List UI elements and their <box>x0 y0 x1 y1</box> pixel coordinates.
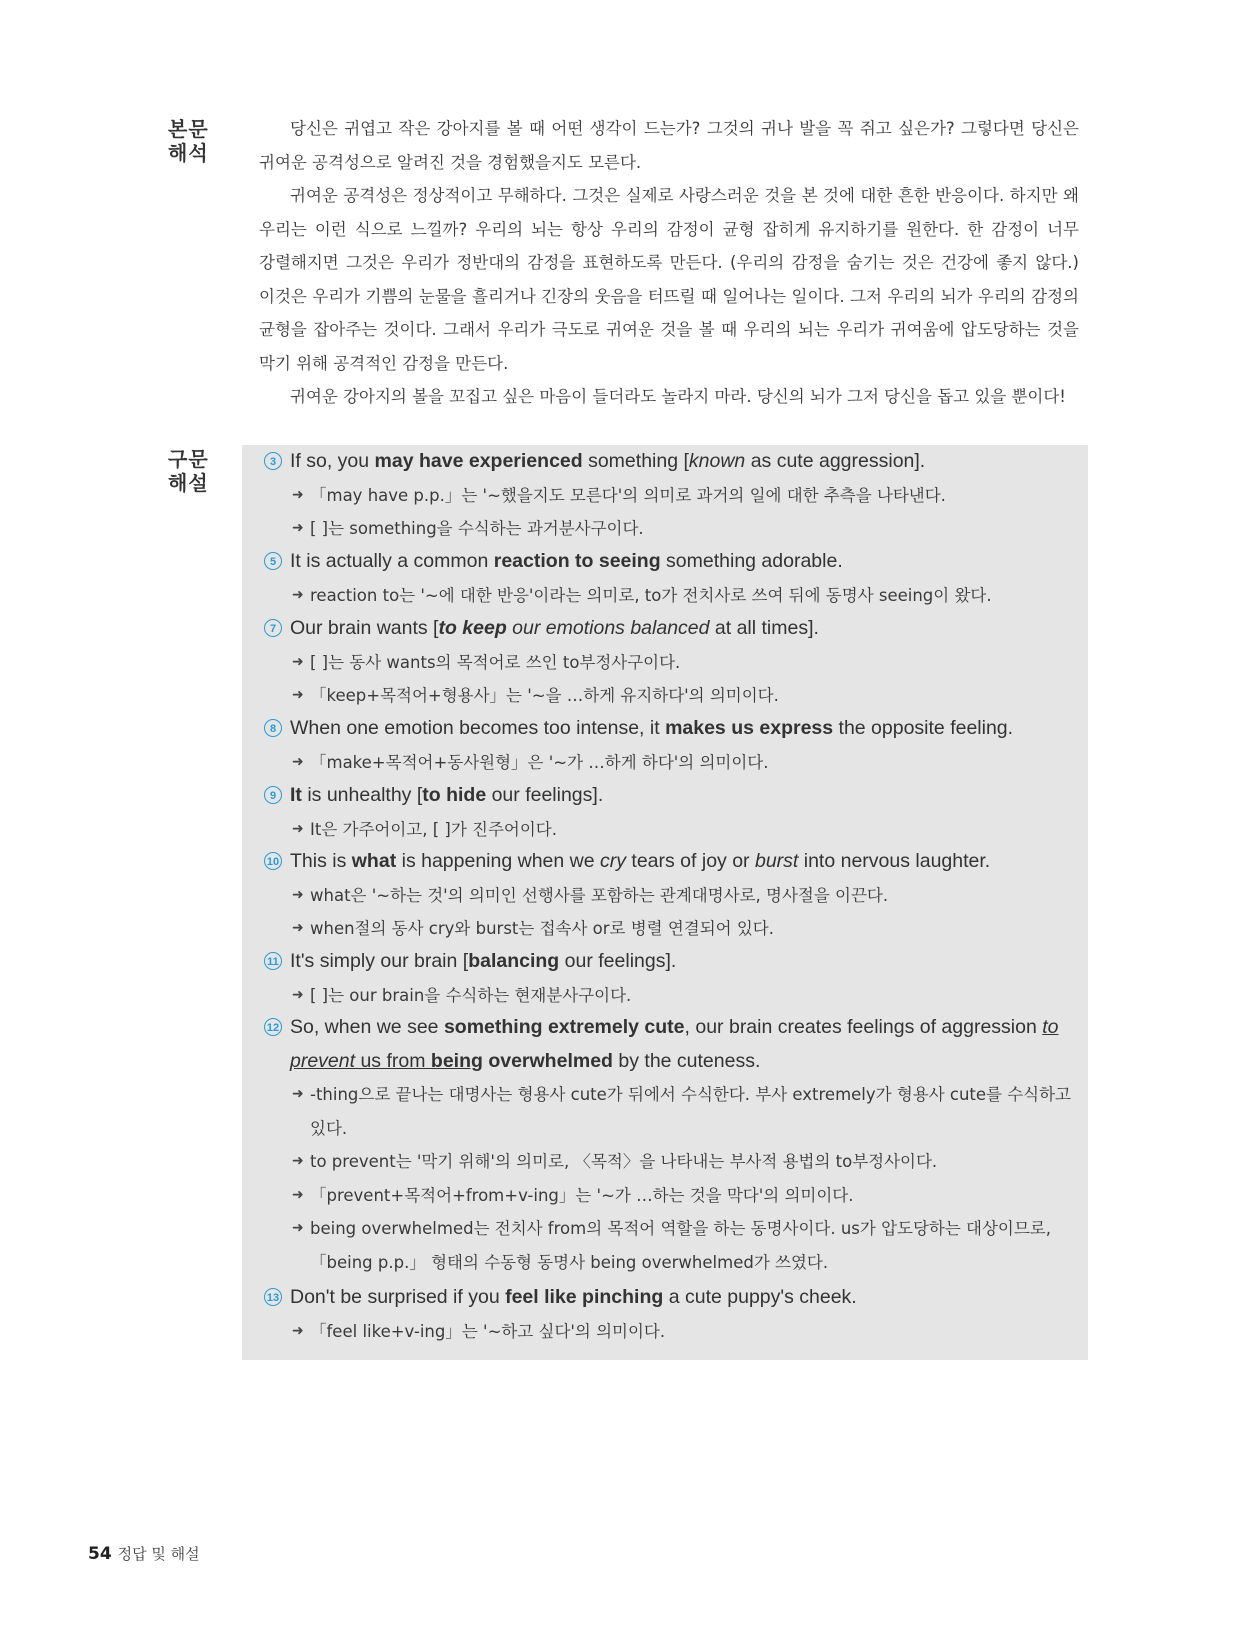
translation-paragraph: 당신은 귀엽고 작은 강아지를 볼 때 어떤 생각이 드는가? 그것의 귀나 발을 꼭 쥐고 싶은가? 그렇다면 당신은 귀여운 공격성으로 알려진 것을 경험했을지도 모른다. <box>259 119 1079 172</box>
arrow-icon: ➜ <box>292 1153 304 1169</box>
grammar-note <box>264 1145 1074 1179</box>
note-text: [ ]는 동사 wants의 목적어로 쓰인 to부정사구이다. <box>310 652 681 672</box>
grammar-item <box>264 945 1074 1012</box>
grammar-item <box>264 712 1074 779</box>
arrow-icon: ➜ <box>292 886 304 903</box>
sentence-text: Don't be surprised if you <box>290 1286 506 1308</box>
sentence-emphasis: something extremely cute <box>443 1016 685 1038</box>
sentence-text: When one emotion becomes too intense, it <box>290 717 666 739</box>
sentence-italic: cry <box>600 850 626 872</box>
sentence-text: something adorable. <box>660 550 843 572</box>
example-sentence <box>264 1281 1074 1315</box>
sentence-number-badge: 13 <box>264 1288 282 1306</box>
example-sentence <box>264 545 1074 579</box>
sentence-text: It is actually a common <box>290 550 494 572</box>
sentence-number-badge: 12 <box>264 1018 282 1036</box>
sentence-emphasis: reaction to seeing <box>493 550 661 572</box>
sentence-number-badge: 10 <box>264 852 282 870</box>
note-text: what은 '~하는 것'의 의미인 선행사를 포함하는 관계대명사로, 명사절을 이끈다. <box>310 885 889 905</box>
arrow-icon: ➜ <box>292 820 304 837</box>
grammar-note <box>264 813 1074 847</box>
arrow-icon: ➜ <box>292 687 304 703</box>
example-sentence <box>264 612 1074 646</box>
sentence-text: is unhealthy [ <box>301 784 423 806</box>
example-sentence <box>264 445 1074 479</box>
sentence-number-badge: 3 <box>264 452 282 470</box>
sentence-italic-underlined: to <box>1042 1016 1059 1038</box>
note-text: 「feel like+v-ing」는 '~하고 싶다'의 의미이다. <box>310 1321 666 1341</box>
example-sentence <box>264 845 1074 879</box>
sentence-number-badge: 8 <box>264 719 282 737</box>
sentence-text: , our brain creates feelings of aggression <box>684 1016 1043 1038</box>
note-text: 「keep+목적어+형용사」는 '~을 …하게 유지하다'의 의미이다. <box>310 686 779 705</box>
note-text: 「may have p.p.」는 '~했을지도 모른다'의 의미로 과거의 일에 대한 추측을 나타낸다. <box>310 485 946 505</box>
arrow-icon: ➜ <box>292 520 304 536</box>
note-text: reaction to는 '~에 대한 반응'이라는 의미로, to가 전치사로 쓰여 뒤에 동명사 seeing이 왔다. <box>310 585 992 605</box>
sentence-text: something [ <box>582 450 689 472</box>
sentence-number-badge: 11 <box>264 952 282 970</box>
grammar-note <box>264 879 1074 913</box>
grammar-item <box>264 779 1074 846</box>
grammar-note <box>264 912 1074 946</box>
arrow-icon: ➜ <box>292 1322 304 1339</box>
example-sentence <box>264 1011 1074 1078</box>
grammar-note <box>264 579 1074 613</box>
footer-title: 정답 및 해설 <box>117 1545 200 1563</box>
note-text: to prevent는 '막기 위해'의 의미로, 〈목적〉을 나타내는 부사적 용법의 to부정사이다. <box>310 1152 938 1171</box>
grammar-note <box>264 1212 1074 1279</box>
sentence-text: into nervous laughter. <box>798 850 991 872</box>
grammar-label-line2: 해설 <box>168 471 209 495</box>
sentence-emphasis: being <box>430 1049 483 1072</box>
example-sentence <box>264 712 1074 746</box>
grammar-label-line1: 구문 <box>168 447 209 471</box>
grammar-item <box>264 612 1074 713</box>
sentence-underlined: us from <box>355 1049 431 1072</box>
arrow-icon: ➜ <box>292 486 304 503</box>
grammar-note <box>264 646 1074 680</box>
sentence-emphasis: makes us express <box>665 717 834 739</box>
grammar-note <box>264 679 1074 713</box>
sentence-text: It's simply our brain [ <box>290 950 469 972</box>
arrow-icon: ➜ <box>292 986 304 1003</box>
sentence-italic: known <box>688 450 746 472</box>
sentence-emphasis: to hide <box>422 784 487 806</box>
example-sentence <box>264 779 1074 813</box>
translation-label <box>168 117 218 165</box>
note-text: 「make+목적어+동사원형」은 '~가 …하게 하다'의 의미이다. <box>310 752 769 772</box>
grammar-item <box>264 445 1074 546</box>
note-text: -thing으로 끝나는 대명사는 형용사 cute가 뒤에서 수식한다. 부사 extremely가 형용사 cute를 수식하고 있다. <box>310 1085 1071 1138</box>
arrow-icon: ➜ <box>292 920 304 936</box>
translation-paragraph: 귀여운 강아지의 볼을 꼬집고 싶은 마음이 들더라도 놀라지 마라. 당신의 뇌가 그저 당신을 돕고 있을 뿐이다! <box>290 387 1066 406</box>
note-text: [ ]는 our brain을 수식하는 현재분사구이다. <box>310 985 632 1005</box>
translation-label-line1: 본문 <box>168 117 209 141</box>
sentence-text: by the cuteness. <box>612 1049 761 1072</box>
sentence-text: at all times]. <box>709 617 819 639</box>
arrow-icon: ➜ <box>292 1186 304 1203</box>
arrow-icon: ➜ <box>292 653 304 670</box>
sentence-emphasis: may have experienced <box>374 450 583 472</box>
grammar-item <box>264 1281 1074 1348</box>
grammar-note <box>264 746 1074 780</box>
page-footer <box>88 1543 200 1564</box>
grammar-item <box>264 1011 1074 1279</box>
sentence-text: is happening when we <box>396 850 600 872</box>
page-number: 54 <box>88 1544 112 1564</box>
sentence-emphasis: It <box>290 784 302 806</box>
translation-label-line2: 해석 <box>168 141 209 165</box>
sentence-number-badge: 5 <box>264 552 282 570</box>
note-text: [ ]는 something을 수식하는 과거분사구이다. <box>310 519 644 538</box>
sentence-emphasis: feel like pinching <box>505 1286 664 1308</box>
grammar-item <box>264 545 1074 612</box>
grammar-note <box>264 512 1074 546</box>
example-sentence <box>264 945 1074 979</box>
sentence-italic-underlined: prevent <box>290 1049 356 1072</box>
arrow-icon: ➜ <box>292 753 304 770</box>
grammar-note <box>264 979 1074 1013</box>
translation-body <box>259 112 1079 414</box>
translation-paragraph: 귀여운 공격성은 정상적이고 무해하다. 그것은 실제로 사랑스러운 것을 본 것에 대한 흔한 반응이다. 하지만 왜 우리는 이런 식으로 느낄까? 우리의 뇌는 항상 우리의 감정이 균형 잡히게 유지하기를 원한다. 한 감정이 너무 강렬해지면 그것은 우리가 정반대의 감정을 표현하도록 만든다. (우리의 감정을 숨기는 것은 건강에 좋지 않다.) 이것은 우리가 기쁨의 눈물을 흘리거나 긴장의 웃음을 터뜨릴 때 일어나는 일이다. 그저 우리의 뇌가 우리의 감정의 균형을 잡아주는 것이다. 그래서 우리가 극도로 귀여운 것을 볼 때 우리의 뇌는 우리가 귀여움에 압도당하는 것을 막기 위해 공격적인 감정을 만든다. <box>259 186 1079 373</box>
note-text: when절의 동사 cry와 burst는 접속사 or로 병렬 연결되어 있다. <box>310 919 774 938</box>
note-text: 「prevent+목적어+from+v-ing」는 '~가 …하는 것을 막다'의 의미이다. <box>310 1185 854 1205</box>
arrow-icon: ➜ <box>292 586 304 603</box>
sentence-number-badge: 7 <box>264 619 282 637</box>
sentence-text: the opposite feeling. <box>833 717 1014 739</box>
note-text: It은 가주어이고, [ ]가 진주어이다. <box>310 819 557 839</box>
sentence-text: our feelings]. <box>486 784 604 806</box>
sentence-text: So, when we see <box>290 1016 444 1038</box>
sentence-emphasis: what <box>351 850 397 872</box>
sentence-text: tears of joy or <box>626 850 755 872</box>
grammar-explanation-box <box>242 445 1088 1360</box>
sentence-text: a cute puppy's cheek. <box>663 1286 857 1308</box>
grammar-note <box>264 1315 1074 1349</box>
sentence-text: our feelings]. <box>559 950 677 972</box>
grammar-item <box>264 845 1074 946</box>
note-text: being overwhelmed는 전치사 from의 목적어 역할을 하는 동명사이다. us가 압도당하는 대상이므로, 「being p.p.」 형태의 수동형 동명사 being overwhelmed가 쓰였다. <box>310 1219 1051 1272</box>
sentence-emphasis: to keep <box>438 617 507 639</box>
sentence-text: Our brain wants [ <box>290 617 439 639</box>
sentence-italic: our emotions balanced <box>506 617 710 639</box>
grammar-label <box>168 447 218 495</box>
sentence-emphasis: balancing <box>468 950 560 972</box>
sentence-text: If so, you <box>290 450 375 472</box>
grammar-note <box>264 1078 1074 1145</box>
arrow-icon: ➜ <box>292 1220 304 1236</box>
sentence-emphasis: overwhelmed <box>488 1049 613 1072</box>
sentence-text: This is <box>290 850 352 872</box>
grammar-note <box>264 479 1074 513</box>
sentence-number-badge: 9 <box>264 786 282 804</box>
arrow-icon: ➜ <box>292 1086 304 1102</box>
grammar-note <box>264 1179 1074 1213</box>
sentence-italic: burst <box>754 850 799 872</box>
sentence-text: as cute aggression]. <box>745 450 926 472</box>
